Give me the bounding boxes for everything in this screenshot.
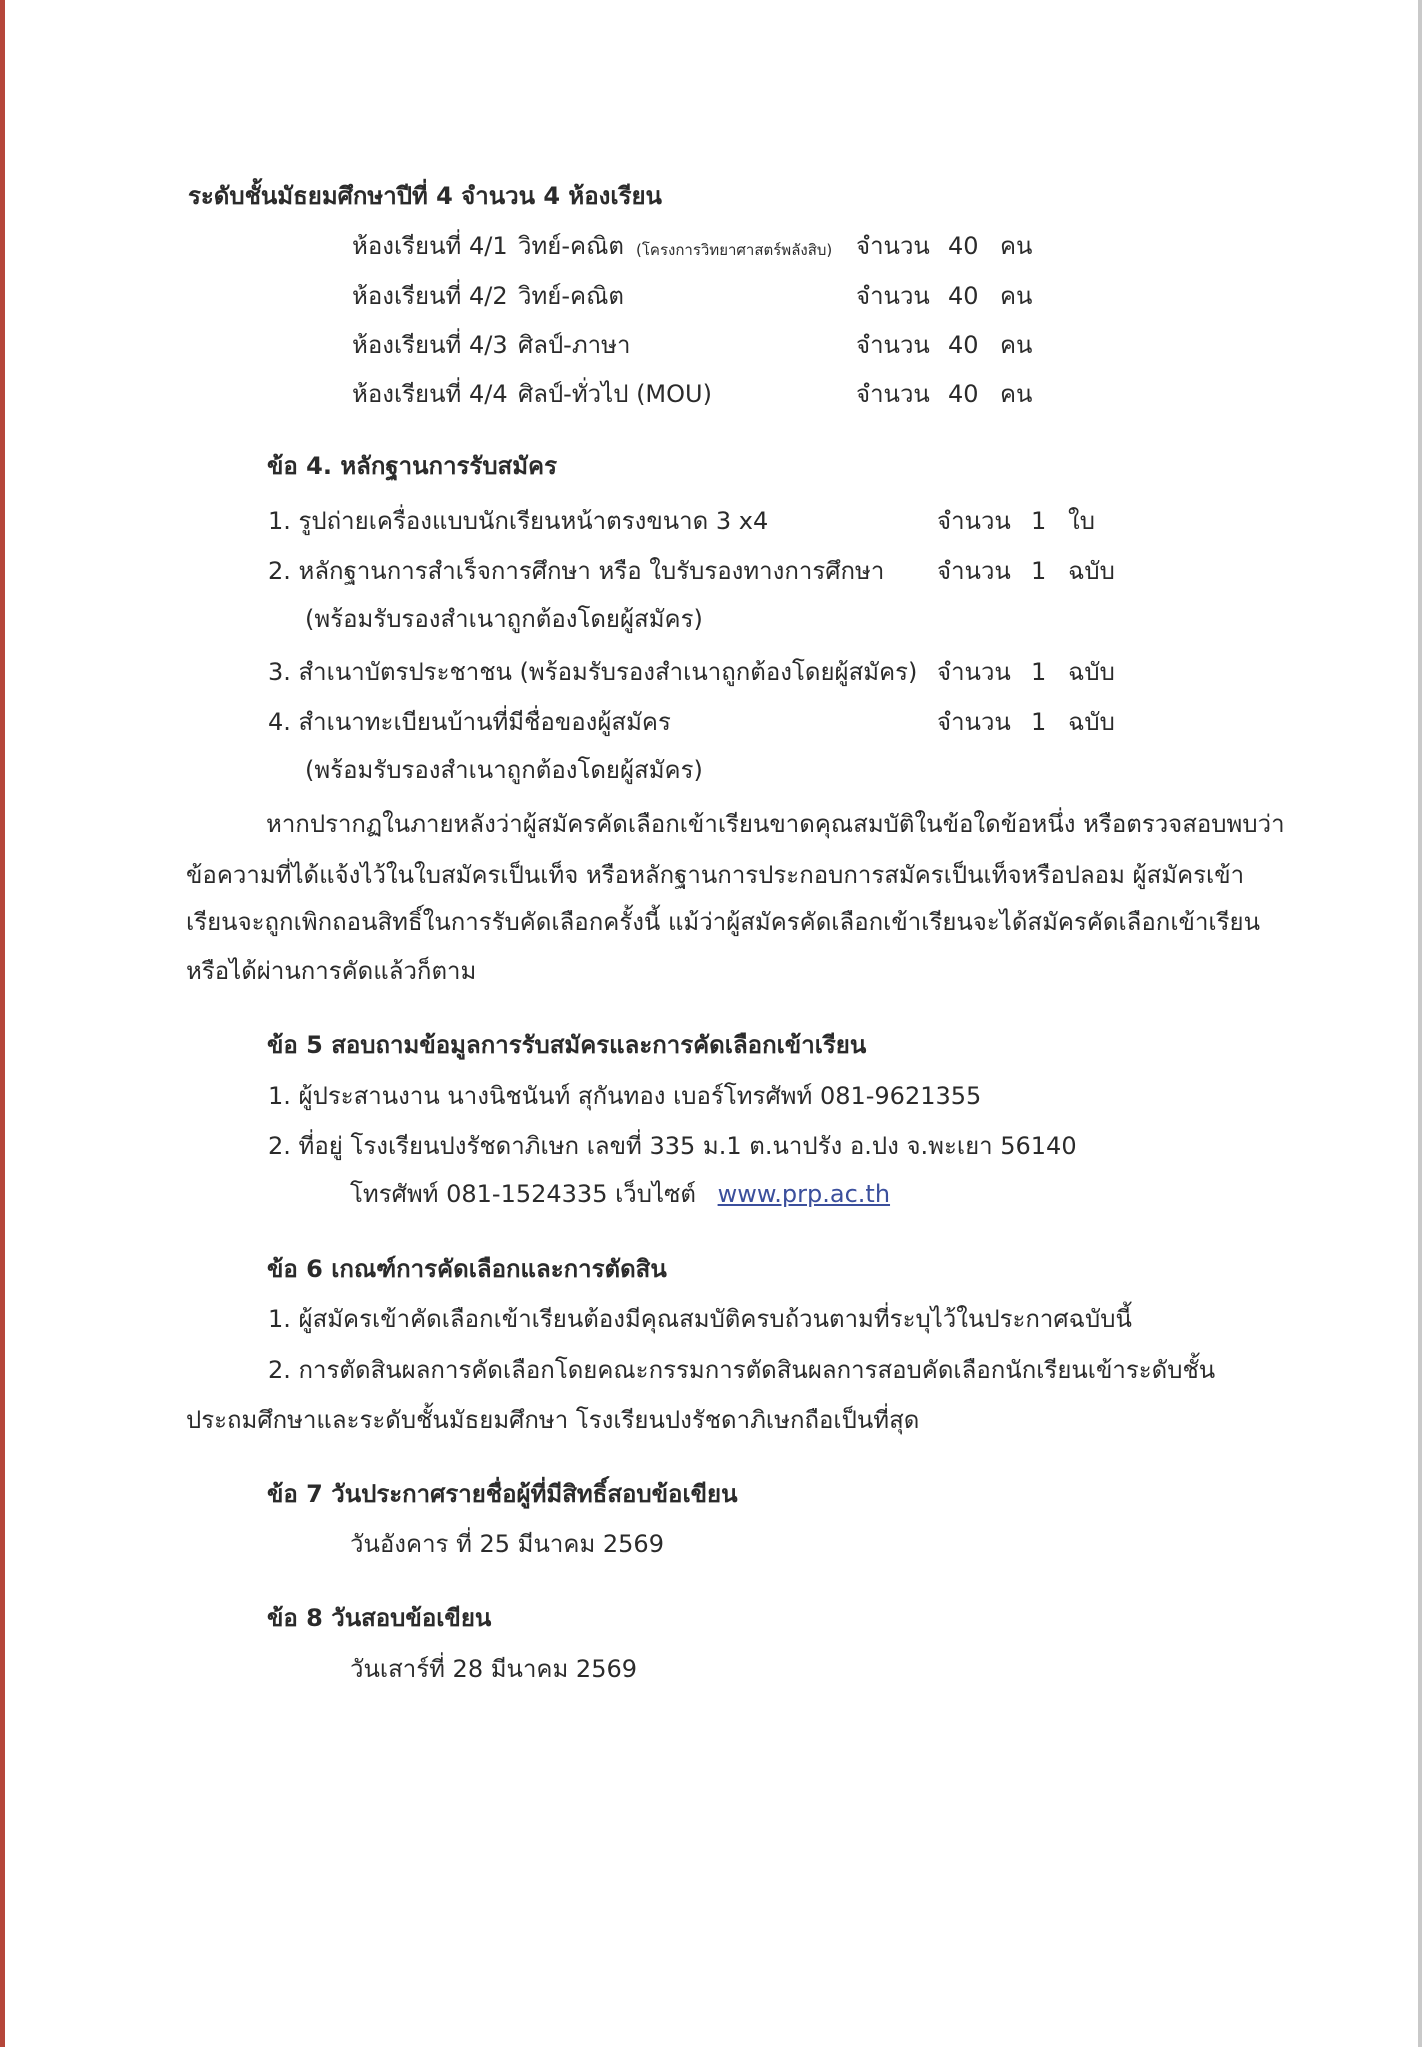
classroom-room: ห้องเรียนที่ 4/1 xyxy=(352,232,508,260)
classroom-program: ศิลป์-ทั่วไป (MOU) xyxy=(518,380,712,408)
document-unit: ใบ xyxy=(1068,507,1095,535)
phone-line xyxy=(350,1178,890,1210)
document-count-label: จำนวน xyxy=(937,658,1011,686)
page-edge-left xyxy=(0,0,5,2047)
document-count: 1 xyxy=(1031,507,1047,535)
website-link[interactable]: www.prp.ac.th xyxy=(717,1180,891,1208)
classroom-unit: คน xyxy=(1000,331,1033,359)
classroom-count-label: จำนวน xyxy=(856,331,930,359)
coordinator-line: 1. ผู้ประสานงาน นางนิชนันท์ สุกันทอง เบอร์โทรศัพท์ 081-9621355 xyxy=(268,1082,982,1110)
classroom-unit: คน xyxy=(1000,232,1033,260)
classroom-count: 40 xyxy=(948,331,979,359)
document-item-text: 4. สำเนาทะเบียนบ้านที่มีชื่อของผู้สมัคร xyxy=(268,708,671,736)
document-count: 1 xyxy=(1031,557,1047,585)
document-unit: ฉบับ xyxy=(1068,658,1115,686)
classroom-count-label: จำนวน xyxy=(856,232,930,260)
document-item-sub: (พร้อมรับรองสำเนาถูกต้องโดยผู้สมัคร) xyxy=(305,756,703,784)
section8-heading: ข้อ 8 วันสอบข้อเขียน xyxy=(267,1604,492,1632)
paragraph-line: หรือได้ผ่านการคัดแล้วก็ตาม xyxy=(186,957,477,985)
classroom-program: วิทย์-คณิต xyxy=(518,232,624,260)
document-count-label: จำนวน xyxy=(937,557,1011,585)
criteria-line: 1. ผู้สมัครเข้าคัดเลือกเข้าเรียนต้องมีคุณสมบัติครบถ้วนตามที่ระบุไว้ในประกาศฉบับนี้ xyxy=(268,1305,1132,1333)
classroom-program: วิทย์-คณิต xyxy=(518,282,624,310)
classroom-room: ห้องเรียนที่ 4/2 xyxy=(352,282,508,310)
document-item-sub: (พร้อมรับรองสำเนาถูกต้องโดยผู้สมัคร) xyxy=(305,605,703,633)
paragraph-line: เรียนจะถูกเพิกถอนสิทธิ์ในการรับคัดเลือกครั้งนี้ แม้ว่าผู้สมัครคัดเลือกเข้าเรียนจะได้สมัครคัดเลือกเข้าเรียน xyxy=(186,908,1260,936)
section7-heading: ข้อ 7 วันประกาศรายชื่อผู้ที่มีสิทธิ์สอบข้อเขียน xyxy=(267,1480,738,1508)
address-line: 2. ที่อยู่ โรงเรียนปงรัชดาภิเษก เลขที่ 335 ม.1 ต.นาปรัง อ.ปง จ.พะเยา 56140 xyxy=(268,1132,1077,1160)
document-item-text: 1. รูปถ่ายเครื่องแบบนักเรียนหน้าตรงขนาด 3 x4 xyxy=(268,507,769,535)
classroom-unit: คน xyxy=(1000,282,1033,310)
classroom-count: 40 xyxy=(948,380,979,408)
classroom-count: 40 xyxy=(948,282,979,310)
classroom-room: ห้องเรียนที่ 4/3 xyxy=(352,331,508,359)
classroom-count-label: จำนวน xyxy=(856,282,930,310)
announcement-date: วันอังคาร ที่ 25 มีนาคม 2569 xyxy=(350,1530,664,1558)
document-count-label: จำนวน xyxy=(937,708,1011,736)
section5-heading: ข้อ 5 สอบถามข้อมูลการรับสมัครและการคัดเลือกเข้าเรียน xyxy=(267,1031,867,1059)
document-unit: ฉบับ xyxy=(1068,557,1115,585)
criteria-line: ประถมศึกษาและระดับชั้นมัธยมศึกษา โรงเรียนปงรัชดาภิเษกถือเป็นที่สุด xyxy=(186,1406,920,1434)
page-edge-right xyxy=(1418,0,1422,2047)
grade-heading: ระดับชั้นมัธยมศึกษาปีที่ 4 จำนวน 4 ห้องเรียน xyxy=(188,182,662,210)
classroom-note: (โครงการวิทยาศาสตร์พลังสิบ) xyxy=(636,241,833,259)
document-count: 1 xyxy=(1031,658,1047,686)
classroom-room: ห้องเรียนที่ 4/4 xyxy=(352,380,508,408)
exam-date: วันเสาร์ที่ 28 มีนาคม 2569 xyxy=(350,1655,638,1683)
section6-heading: ข้อ 6 เกณฑ์การคัดเลือกและการตัดสิน xyxy=(267,1255,667,1283)
phone-text: โทรศัพท์ 081-1524335 เว็บไซต์ xyxy=(350,1180,696,1208)
document-count-label: จำนวน xyxy=(937,507,1011,535)
document-item-text: 2. หลักฐานการสำเร็จการศึกษา หรือ ใบรับรองทางการศึกษา xyxy=(268,557,885,585)
classroom-count: 40 xyxy=(948,232,979,260)
document-item-text: 3. สำเนาบัตรประชาชน (พร้อมรับรองสำเนาถูกต้องโดยผู้สมัคร) xyxy=(268,658,918,686)
document-unit: ฉบับ xyxy=(1068,708,1115,736)
document-count: 1 xyxy=(1031,708,1047,736)
paragraph-line: ข้อความที่ได้แจ้งไว้ในใบสมัครเป็นเท็จ หรือหลักฐานการประกอบการสมัครเป็นเท็จหรือปลอม ผู้สมัครเข้า xyxy=(186,861,1245,889)
classroom-program: ศิลป์-ภาษา xyxy=(518,331,631,359)
paragraph-line: หากปรากฏในภายหลังว่าผู้สมัครคัดเลือกเข้าเรียนขาดคุณสมบัติในข้อใดข้อหนึ่ง หรือตรวจสอบพบว่า xyxy=(266,810,1285,838)
section4-heading: ข้อ 4. หลักฐานการรับสมัคร xyxy=(267,452,557,480)
classroom-count-label: จำนวน xyxy=(856,380,930,408)
classroom-unit: คน xyxy=(1000,380,1033,408)
criteria-line: 2. การตัดสินผลการคัดเลือกโดยคณะกรรมการตัดสินผลการสอบคัดเลือกนักเรียนเข้าระดับชั้น xyxy=(268,1356,1216,1384)
